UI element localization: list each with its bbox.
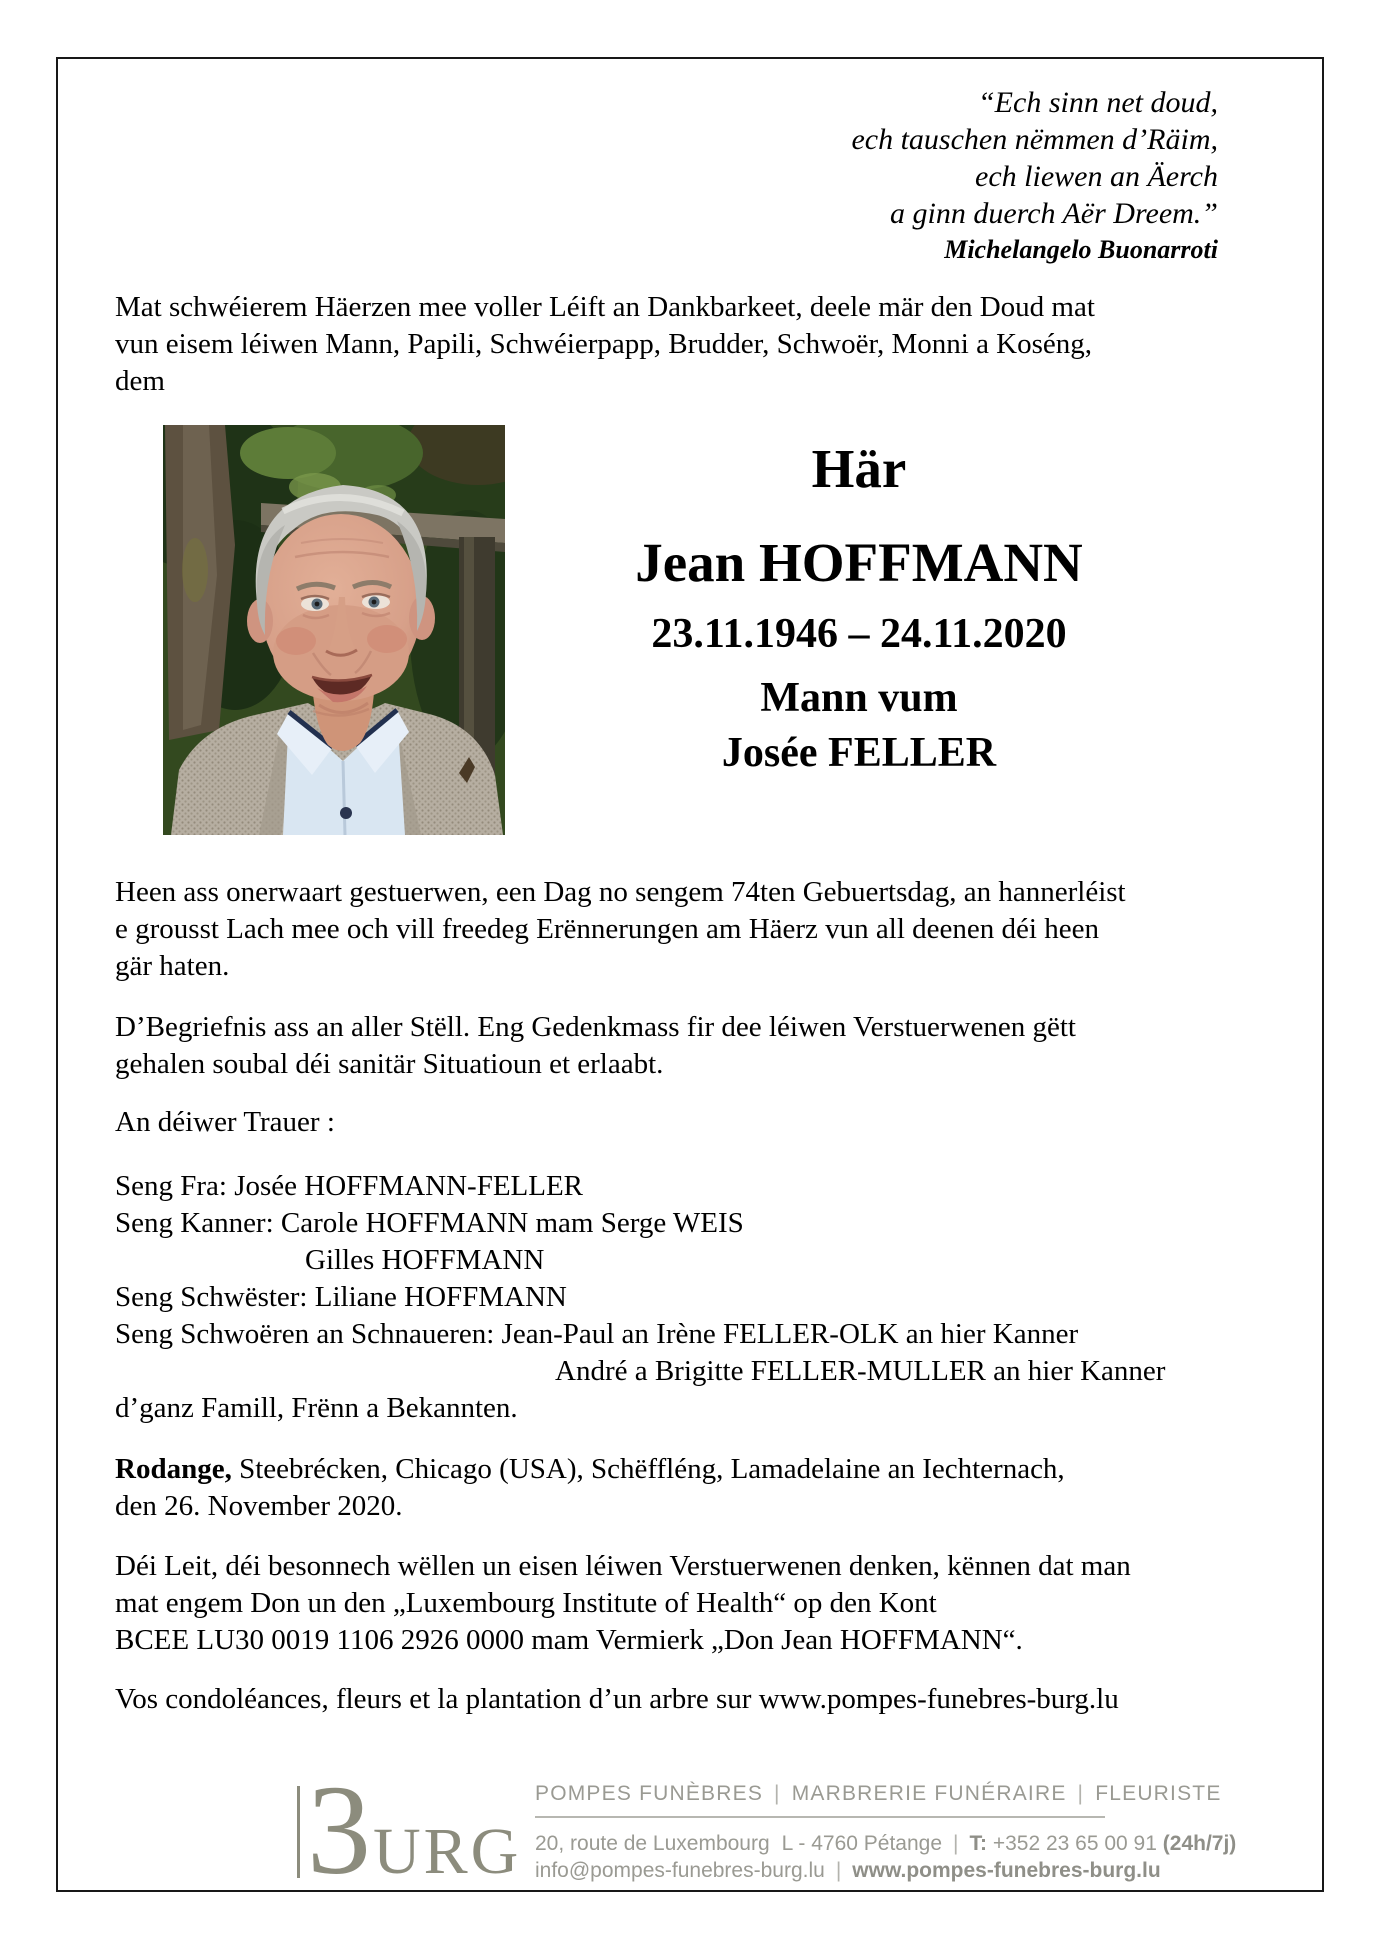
- phone-label: T:: [969, 1832, 987, 1855]
- service-label: MARBRERIE FUNÉRAIRE: [791, 1782, 1067, 1805]
- service-label: FLEURISTE: [1095, 1782, 1222, 1805]
- city-address: L - 4760 Pétange: [781, 1832, 943, 1855]
- deceased-name: Jean HOFFMANN: [635, 532, 1083, 593]
- intro-paragraph: [115, 289, 1095, 400]
- epigraph-quote: [851, 84, 1218, 266]
- family-line: Seng Fra: Josée HOFFMANN-FELLER: [115, 1170, 584, 1202]
- footer-divider: [535, 1816, 1105, 1818]
- location-rest: Steebrécken, Chicago (USA), Schëffléng, Lamadelaine an Iechternach,: [231, 1453, 1065, 1485]
- family-line: André a Brigitte FELLER-MULLER an hier Kanner: [555, 1355, 1166, 1387]
- phone-hours: (24h/7j): [1162, 1832, 1237, 1855]
- phone-number: +352 23 65 00 91: [992, 1832, 1157, 1855]
- mourning-heading: An déiwer Trauer :: [115, 1106, 335, 1138]
- separator: |: [835, 1859, 842, 1882]
- burg-logo: [297, 1759, 522, 1901]
- quote-line: ech tauschen nëmmen d’Räim,: [851, 123, 1218, 156]
- funeral-paragraph: [115, 1009, 1076, 1083]
- family-line: Seng Schwoëren an Schnaueren: Jean-Paul an Irène FELLER-OLK an hier Kanner: [115, 1318, 1079, 1350]
- footer-contact-line: [535, 1859, 1161, 1883]
- family-line: Seng Schwëster: Liliane HOFFMANN: [115, 1281, 567, 1313]
- text-line: gehalen soubal déi sanitär Situatioun et erlaabt.: [115, 1048, 664, 1080]
- location-paragraph: [115, 1451, 1065, 1525]
- text-line: D’Begriefnis ass an aller Stëll. Eng Gedenkmass fir dee léiwen Verstuerwenen gëtt: [115, 1011, 1076, 1043]
- separator: |: [1077, 1782, 1085, 1805]
- footer-address-line: [535, 1832, 1236, 1856]
- logo-urg-text: URG: [373, 1815, 522, 1888]
- service-label: POMPES FUNÈBRES: [535, 1782, 764, 1805]
- quote-attribution: Michelangelo Buonarroti: [944, 235, 1218, 264]
- donation-paragraph: [115, 1548, 1131, 1659]
- text-line: mat engem Don un den „Luxembourg Institute of Health“ op den Kont: [115, 1587, 937, 1619]
- condolences-line: Vos condoléances, fleurs et la plantation d’un arbre sur www.pompes-funebres-burg.lu: [115, 1683, 1119, 1715]
- life-dates: 23.11.1946 – 24.11.2020: [651, 611, 1067, 657]
- spouse-name: Josée FELLER: [721, 730, 997, 776]
- family-line: Gilles HOFFMANN: [305, 1244, 545, 1276]
- street-address: 20, route de Luxembourg: [535, 1832, 770, 1855]
- family-line: Seng Kanner: Carole HOFFMANN mam Serge WEIS: [115, 1207, 744, 1239]
- text-line: den 26. November 2020.: [115, 1490, 403, 1522]
- email-address: info@pompes-funebres-burg.lu: [535, 1859, 825, 1882]
- text-line: BCEE LU30 0019 1106 2926 0000 mam Vermierk „Don Jean HOFFMANN“.: [115, 1624, 1023, 1656]
- text-line: vun eisem léiwen Mann, Papili, Schwéierpapp, Brudder, Schwoër, Monni a Koséng,: [115, 328, 1093, 360]
- text-line: e grousst Lach mee och vill freedeg Erënnerungen am Häerz vun all deenen déi heen: [115, 913, 1099, 945]
- family-list: [115, 1168, 1165, 1427]
- footer-services: [535, 1782, 1222, 1806]
- text-line: gär haten.: [115, 950, 230, 982]
- separator: |: [953, 1832, 959, 1855]
- portrait-photo: [163, 425, 505, 835]
- text-line: dem: [115, 365, 165, 397]
- separator: |: [774, 1782, 781, 1805]
- text-line: Déi Leit, déi besonnech wëllen un eisen léiwen Verstuerwenen denken, kënnen dat man: [115, 1550, 1131, 1582]
- quote-line: “Ech sinn net doud,: [978, 86, 1218, 119]
- death-paragraph: [115, 874, 1126, 985]
- location-place: Rodange,: [115, 1453, 232, 1485]
- quote-line: ech liewen an Äerch: [975, 160, 1218, 193]
- text-line: [115, 1451, 1065, 1488]
- relation-label: Mann vum: [760, 675, 958, 721]
- text-line: Heen ass onerwaart gestuerwen, een Dag no sengem 74ten Gebuertsdag, an hannerléist: [115, 876, 1126, 908]
- salutation: Här: [811, 438, 907, 499]
- family-line: d’ganz Famill, Frënn a Bekannten.: [115, 1392, 518, 1424]
- website-url: www.pompes-funebres-burg.lu: [852, 1859, 1161, 1882]
- quote-line: a ginn duerch Aër Dreem.”: [889, 197, 1218, 230]
- logo-b-glyph: 3: [307, 1759, 371, 1901]
- logo-stem-bar: [297, 1786, 300, 1878]
- text-line: Mat schwéierem Häerzen mee voller Léift an Dankbarkeet, deele mär den Doud mat: [115, 291, 1095, 323]
